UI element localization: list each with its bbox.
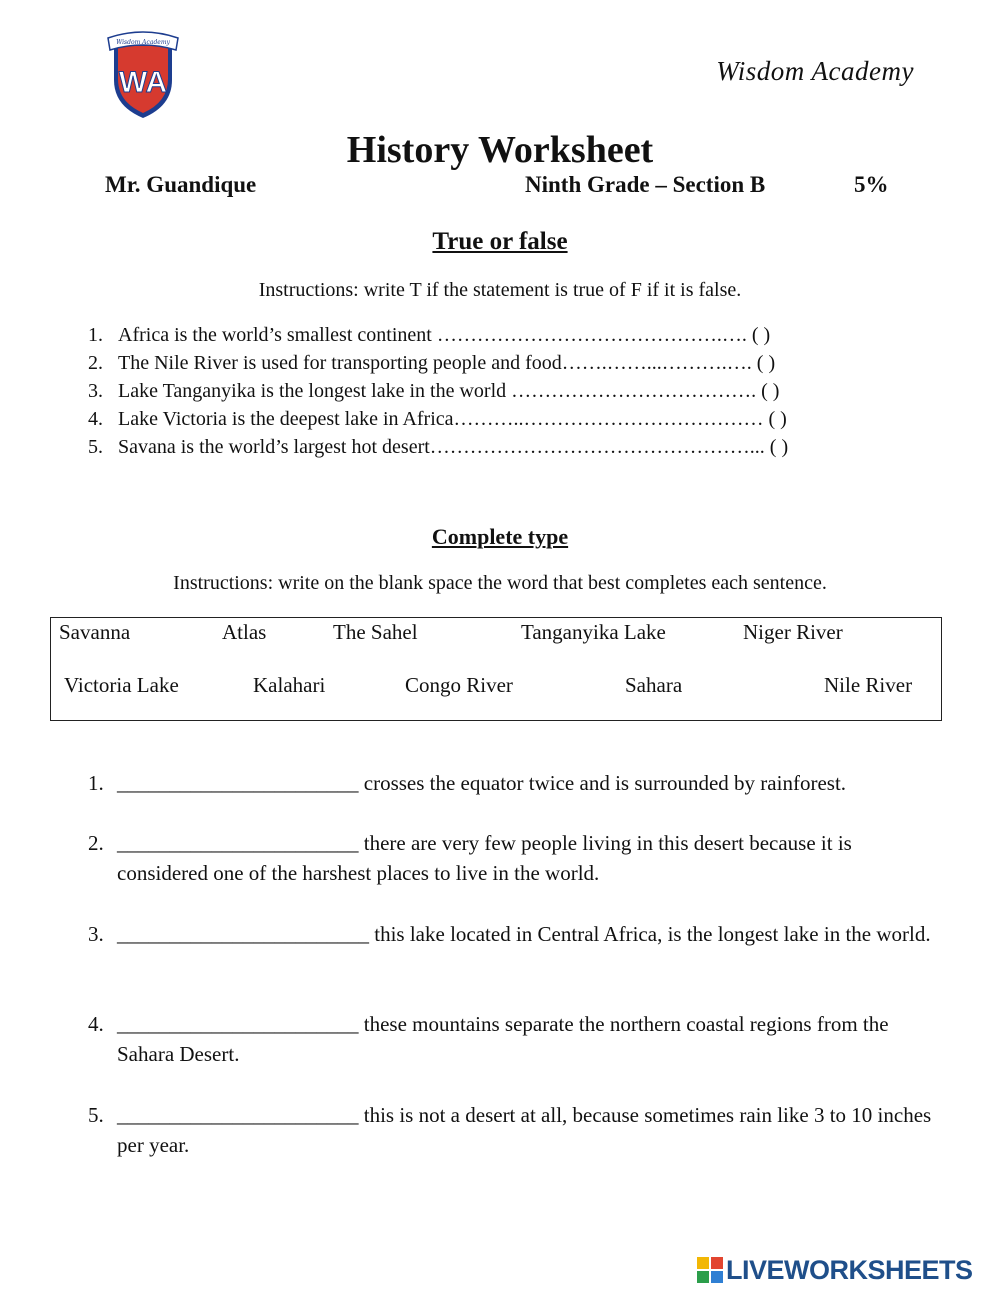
tf-item-number: 5. xyxy=(88,436,103,458)
word-bank-item: Nile River xyxy=(824,673,913,697)
tf-item-number: 3. xyxy=(88,380,103,402)
word-bank-item: Niger River xyxy=(743,620,843,644)
tf-item[interactable] xyxy=(88,351,775,375)
tf-item-text: Africa is the world’s smallest continent …………………………………….…. ( ) xyxy=(118,324,771,346)
complete-item-number: 2. xyxy=(88,831,104,855)
complete-item-text: _______________________ there are very few people living in this desert because it is considered one of the harshest places to live in the world. xyxy=(117,831,852,885)
complete-item-text: ________________________ this lake located in Central Africa, is the longest lake in the world. xyxy=(117,922,931,946)
page-title: History Worksheet xyxy=(346,129,654,171)
tf-item[interactable] xyxy=(88,435,788,459)
word-bank-item: Sahara xyxy=(625,673,683,697)
word-bank-item: Atlas xyxy=(222,620,267,644)
complete-item-text: _______________________ crosses the equator twice and is surrounded by rainforest. xyxy=(117,771,847,795)
complete-item-number: 3. xyxy=(88,922,104,946)
tf-item-text: Lake Tanganyika is the longest lake in the world ………………………………. ( ) xyxy=(118,380,780,402)
tf-item[interactable] xyxy=(88,379,779,403)
tf-item-text: Lake Victoria is the deepest lake in Africa………..……………………………… ( ) xyxy=(118,408,787,430)
complete-type-instructions: Instructions: write on the blank space the word that best completes each sentence. xyxy=(173,572,827,594)
complete-item-number: 4. xyxy=(88,1012,104,1036)
complete-item[interactable] xyxy=(88,828,948,888)
complete-type-heading: Complete type xyxy=(431,524,569,549)
complete-item-number: 5. xyxy=(88,1103,104,1127)
tf-item-number: 1. xyxy=(88,324,103,346)
complete-item-text: _______________________ these mountains separate the northern coastal regions from the Sahara Desert. xyxy=(117,1012,889,1066)
word-bank xyxy=(50,617,942,721)
tf-item[interactable] xyxy=(88,323,770,347)
teacher-name: Mr. Guandique xyxy=(105,172,257,197)
logo-banner-text: Wisdom Academy xyxy=(116,39,170,46)
tf-item-number: 4. xyxy=(88,408,103,430)
tf-item[interactable] xyxy=(88,407,787,431)
school-logo xyxy=(106,28,180,120)
liveworksheets-brand-text: LIVEWORKSHEETS xyxy=(726,1254,973,1285)
word-bank-item: Tanganyika Lake xyxy=(521,620,666,644)
complete-item-text: _______________________ this is not a desert at all, because sometimes rain like 3 to 10 inches per year. xyxy=(117,1103,932,1157)
tf-item-text: The Nile River is used for transporting people and food…….……...……….…. ( ) xyxy=(118,352,776,374)
word-bank-item: Savanna xyxy=(59,620,131,644)
complete-item[interactable] xyxy=(88,768,948,798)
grade-section: Ninth Grade – Section B xyxy=(525,172,766,197)
complete-item[interactable] xyxy=(88,1009,948,1069)
tf-item-text: Savana is the world’s largest hot desert…………………………………………... ( ) xyxy=(118,436,789,458)
logo-initials: WA xyxy=(118,66,168,99)
grade-weight: 5% xyxy=(854,172,889,197)
school-name: Wisdom Academy xyxy=(716,56,914,86)
word-bank-item: The Sahel xyxy=(333,620,418,644)
word-bank-item: Kalahari xyxy=(253,673,326,697)
complete-item[interactable] xyxy=(88,1100,948,1160)
true-false-instructions: Instructions: write T if the statement is true of F if it is false. xyxy=(258,279,742,301)
word-bank-item: Congo River xyxy=(405,673,513,697)
liveworksheets-cubes-icon xyxy=(697,1257,723,1283)
true-false-heading: True or false xyxy=(432,228,568,255)
tf-item-number: 2. xyxy=(88,352,103,374)
liveworksheets-logo[interactable] xyxy=(697,1254,973,1286)
complete-item[interactable] xyxy=(88,919,948,949)
word-bank-item: Victoria Lake xyxy=(64,673,179,697)
complete-item-number: 1. xyxy=(88,771,104,795)
